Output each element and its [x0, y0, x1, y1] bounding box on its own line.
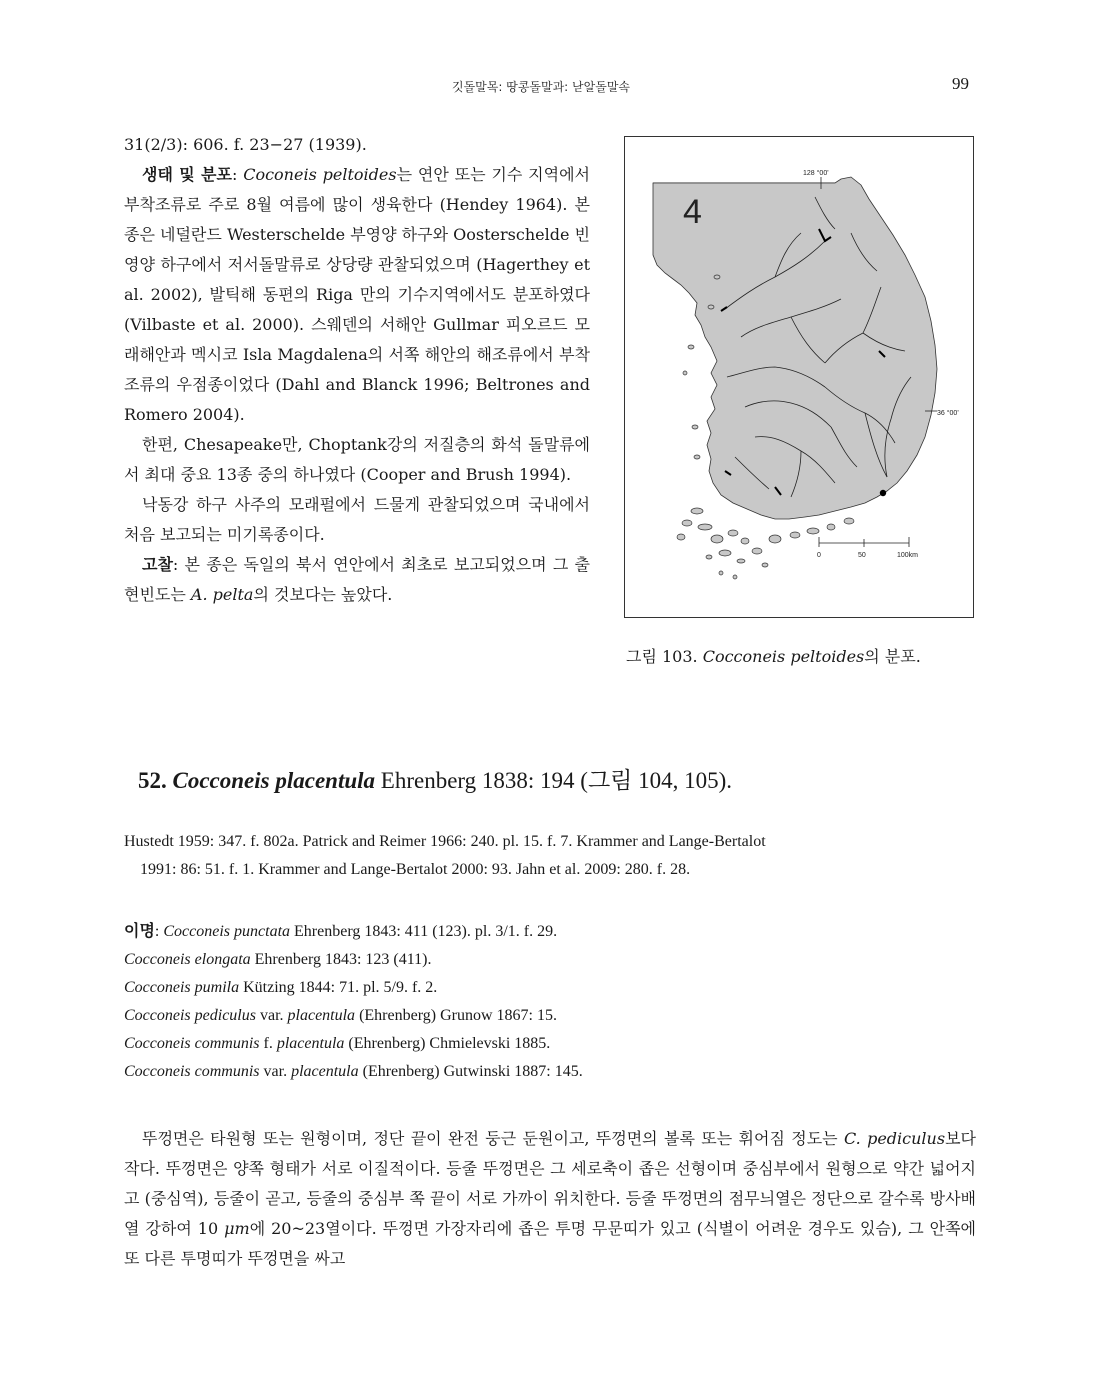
synonyms-block [124, 918, 984, 1086]
collection-site-marker [880, 490, 886, 496]
map-figure-number: 4 [683, 193, 702, 231]
ecology-species: Coconeis peltoides [243, 165, 397, 184]
description-paragraph: 뚜껑면은 타원형 또는 원형이며, 정단 끝이 완전 둥근 둔원이고, 뚜껑면의 볼록 또는 휘어짐 정도는 C. pediculus보다 작다. 뚜껑면은 양쪽 형태가 서로 이질적이다. 등줄 뚜껑면은 그 세로축이 좁은 선형이며 중심부에서 원형으로 약간 넓어지고 (중심역), 등줄이 곧고, 등줄의 중심부 쪽 끝이 서로 가까이 위치한다. 등줄 뚜껑면의 점무늬열은 정단으로 갈수록 방사배열 강하여 10 μm에 20~23열이다. 뚜껑면 가장자리에 좁은 투명 무문띠가 있고 (식별이 어려운 경우도 있슴), 그 안쪽에 또 다른 투명띠가 뚜껑면을 싸고 [124, 1129, 976, 1268]
korea-map-svg [625, 137, 973, 617]
description-unit: μm [224, 1219, 250, 1238]
synonym-line: Cocconeis pediculus var. placentula (Ehrenberg) Grunow 1867: 15. [124, 1007, 557, 1024]
species-authority: Ehrenberg 1838: 194 (그림 104, 105). [375, 768, 733, 793]
description-block [124, 1124, 976, 1274]
remarks-species: A. pelta [190, 585, 254, 604]
longitude-label: 128 °00' [803, 170, 829, 177]
distribution-map [624, 136, 974, 618]
caption-species: Cocconeis peltoides [702, 647, 865, 666]
references-block [124, 828, 980, 884]
scale-label-100km: 100km [897, 552, 919, 559]
chesapeake-paragraph: 한편, Chesapeake만, Choptank강의 저질층의 화석 돌말류에서 최대 중요 13종 중의 하나였다 (Cooper and Brush 1994). [124, 435, 590, 484]
page-number: 99 [952, 74, 969, 93]
synonym-line: Cocconeis communis f. placentula (Ehrenberg) Chmielevski 1885. [124, 1035, 551, 1052]
synonym-line: Cocconeis pumila Kützing 1844: 71. pl. 5/9. f. 2. [124, 979, 438, 996]
scale-label-0: 0 [817, 552, 821, 559]
synonym-line: Cocconeis communis var. placentula (Ehrenberg) Gutwinski 1887: 145. [124, 1063, 583, 1080]
scale-bar [819, 537, 909, 547]
references-line-1: Hustedt 1959: 347. f. 802a. Patrick and Reimer 1966: 240. pl. 15. f. 7. Krammer and Lange-Bertalot [124, 833, 766, 850]
latitude-label: 36 °00' [937, 410, 959, 417]
description-species: C. pediculus [843, 1129, 946, 1148]
species-number: 52. [138, 768, 167, 793]
running-title: 깃돌말목: 땅콩돌말과: 낟알돌말속 [452, 80, 631, 94]
remarks-label: 고찰 [142, 555, 173, 574]
synonyms-label: 이명 [124, 923, 155, 940]
ecology-label: 생태 및 분포 [142, 165, 232, 184]
left-column-text [124, 130, 590, 610]
scale-label-50: 50 [858, 552, 866, 559]
ecology-paragraph: 생태 및 분포: Coconeis peltoides는 연안 또는 기수 지역에서 부착조류로 주로 8월 여름에 많이 생육한다 (Hendey 1964). 본 종은 네덜란드 Westerschelde 부영양 하구와 Oosterschelde 빈영양 하구에서 저서돌말류로 상당량 관찰되었으며 (Hagerthey et al. 2002), 발틱해 동편의 Riga 만의 기수지역에서도 분포하였다 (Vilbaste et al. 2000). 스웨덴의 서해안 Gullmar 피오르드 모래해안과 멕시코 Isla Magdalena의 서쪽 해안의 해조류에서 부착조류의 우점종이었다 (Dahl and Blanck 1996; Beltrones and Romero 2004). [124, 165, 590, 424]
reference-line: 31(2/3): 606. f. 23−27 (1939). [124, 135, 367, 154]
running-head [0, 76, 1100, 96]
references-line-2: 1991: 86: 51. f. 1. Krammer and Lange-Bertalot 2000: 93. Jahn et al. 2009: 280. f. 28. [140, 861, 691, 878]
synonym-line: Cocconeis elongata Ehrenberg 1843: 123 (411). [124, 951, 432, 968]
ecology-text: 는 연안 또는 기수 지역에서 부착조류로 주로 8월 여름에 많이 생육한다 (Hendey 1964). 본 종은 네덜란드 Westerschelde 부영양 하구와 Oosterschelde 빈영양 하구에서 저서돌말류로 상당량 관찰되었으며 (Hagerthey et al. 2002), 발틱해 동편의 Riga 만의 기수지역에서도 분포하였다 (Vilbaste et al. 2000). 스웨덴의 서해안 Gullmar 피오르드 모래해안과 멕시코 Isla Magdalena의 서쪽 해안의 해조류에서 부착조류의 우점종이었다 (Dahl and Blanck 1996; Beltrones and Romero 2004). [124, 165, 590, 424]
synonym-line: 이명: Cocconeis punctata Ehrenberg 1843: 411 (123). pl. 3/1. f. 29. [124, 923, 558, 940]
remarks-paragraph: 고찰: 본 종은 독일의 북서 연안에서 최초로 보고되었으며 그 출현빈도는 A. pelta의 것보다는 높았다. [124, 555, 590, 604]
species-heading [138, 762, 732, 795]
species-name: Cocconeis placentula [172, 768, 376, 793]
figure-caption: 그림 103. Cocconeis peltoides의 분포. [626, 647, 921, 666]
nakdong-paragraph: 낙동강 하구 사주의 모래펄에서 드물게 관찰되었으며 국내에서 처음 보고되는 미기록종이다. [124, 495, 590, 544]
